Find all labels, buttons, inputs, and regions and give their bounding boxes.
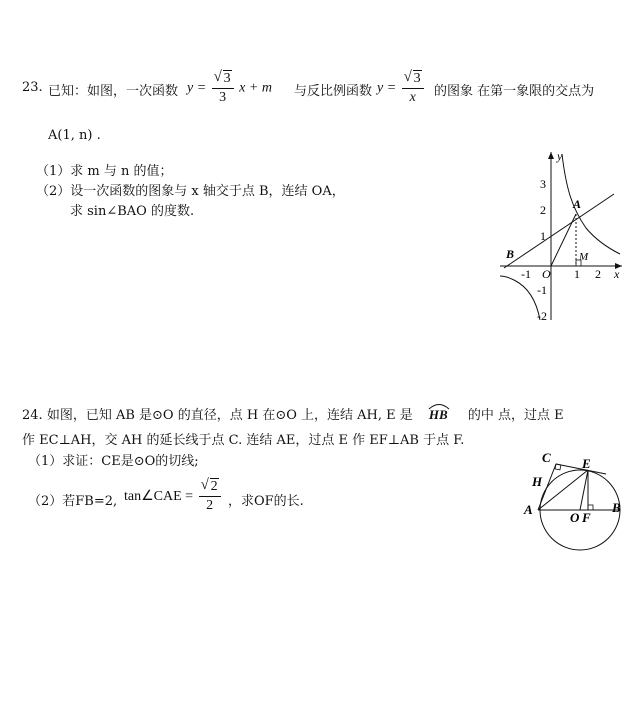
x-tick-1: 1 bbox=[574, 267, 580, 281]
hyperbola-q1 bbox=[562, 154, 620, 254]
q23-point: A(1, n) . bbox=[48, 128, 101, 143]
q23-eq1: y = √ 3 3 x + m bbox=[187, 69, 272, 105]
q24-figure bbox=[520, 446, 626, 554]
linear-function bbox=[504, 194, 614, 268]
q24-number: 24. bbox=[22, 408, 43, 423]
label-b: B bbox=[612, 500, 621, 515]
q24-sub2-a: （2）若FB=2, bbox=[28, 494, 118, 509]
y-tick-1: 1 bbox=[540, 229, 546, 243]
q23-eq2: y = √ 3 x bbox=[377, 70, 426, 107]
q24-line2: 作 EC⊥AH，交 AH 的延长线于点 C. 连结 AE，过点 E 作 EF⊥AB 于点 F. bbox=[22, 433, 465, 448]
origin-label: O bbox=[542, 267, 551, 281]
label-h: H bbox=[532, 474, 543, 489]
x-tick-neg1: -1 bbox=[521, 267, 531, 281]
label-e: E bbox=[582, 456, 591, 471]
q24-sub2-eq: tan∠CAE = √ 2 2 bbox=[124, 478, 223, 515]
q24-arc: HB bbox=[429, 407, 448, 423]
q23-lead: 已知：如图，一次函数 bbox=[48, 84, 179, 99]
q23-mid: 与反比例函数 bbox=[294, 84, 373, 99]
q23-sub2b: 求 sin∠BAO 的度数. bbox=[70, 204, 195, 219]
q23-sub2: （2）设一次函数的图象与 x 轴交于点 B，连结 OA， bbox=[36, 184, 345, 199]
q24-line1-b: 的中 点，过点 E bbox=[467, 408, 564, 423]
y-tick-neg1: -1 bbox=[537, 283, 547, 297]
label-f: F bbox=[582, 510, 591, 525]
y-tick-3: 3 bbox=[540, 177, 546, 191]
y-tick-neg2: -2 bbox=[537, 309, 547, 323]
y-axis-label: y bbox=[557, 149, 563, 163]
y-tick-2: 2 bbox=[540, 203, 546, 217]
point-m-label: M bbox=[579, 251, 589, 263]
q23-number: 23. bbox=[22, 80, 43, 95]
y-axis-arrow bbox=[548, 152, 554, 159]
tangent-ce bbox=[556, 464, 606, 474]
label-a: A bbox=[524, 502, 533, 517]
q23-sub1: （1）求 m 与 n 的值； bbox=[36, 164, 173, 179]
hyperbola-q3 bbox=[500, 276, 540, 320]
segment-oa bbox=[551, 214, 576, 266]
label-o: O bbox=[570, 510, 580, 525]
q24-sub2-b: ，求OF的长. bbox=[228, 494, 304, 509]
q24-sub1: （1）求证：CE是⊙O的切线; bbox=[28, 454, 199, 469]
q24-line1-a: 如图，已知 AB 是⊙O 的直径，点 H 在⊙O 上，连结 AH, E 是 bbox=[46, 408, 413, 423]
q23-graph bbox=[496, 148, 626, 326]
label-c: C bbox=[542, 450, 551, 465]
q23-tail: 的图象 在第一象限的交点为 bbox=[434, 84, 595, 99]
x-tick-2: 2 bbox=[595, 267, 601, 281]
q24-line1 bbox=[22, 404, 564, 423]
x-axis-label: x bbox=[614, 267, 620, 281]
point-a-label: A bbox=[573, 197, 582, 211]
point-b-label: B bbox=[506, 247, 515, 261]
